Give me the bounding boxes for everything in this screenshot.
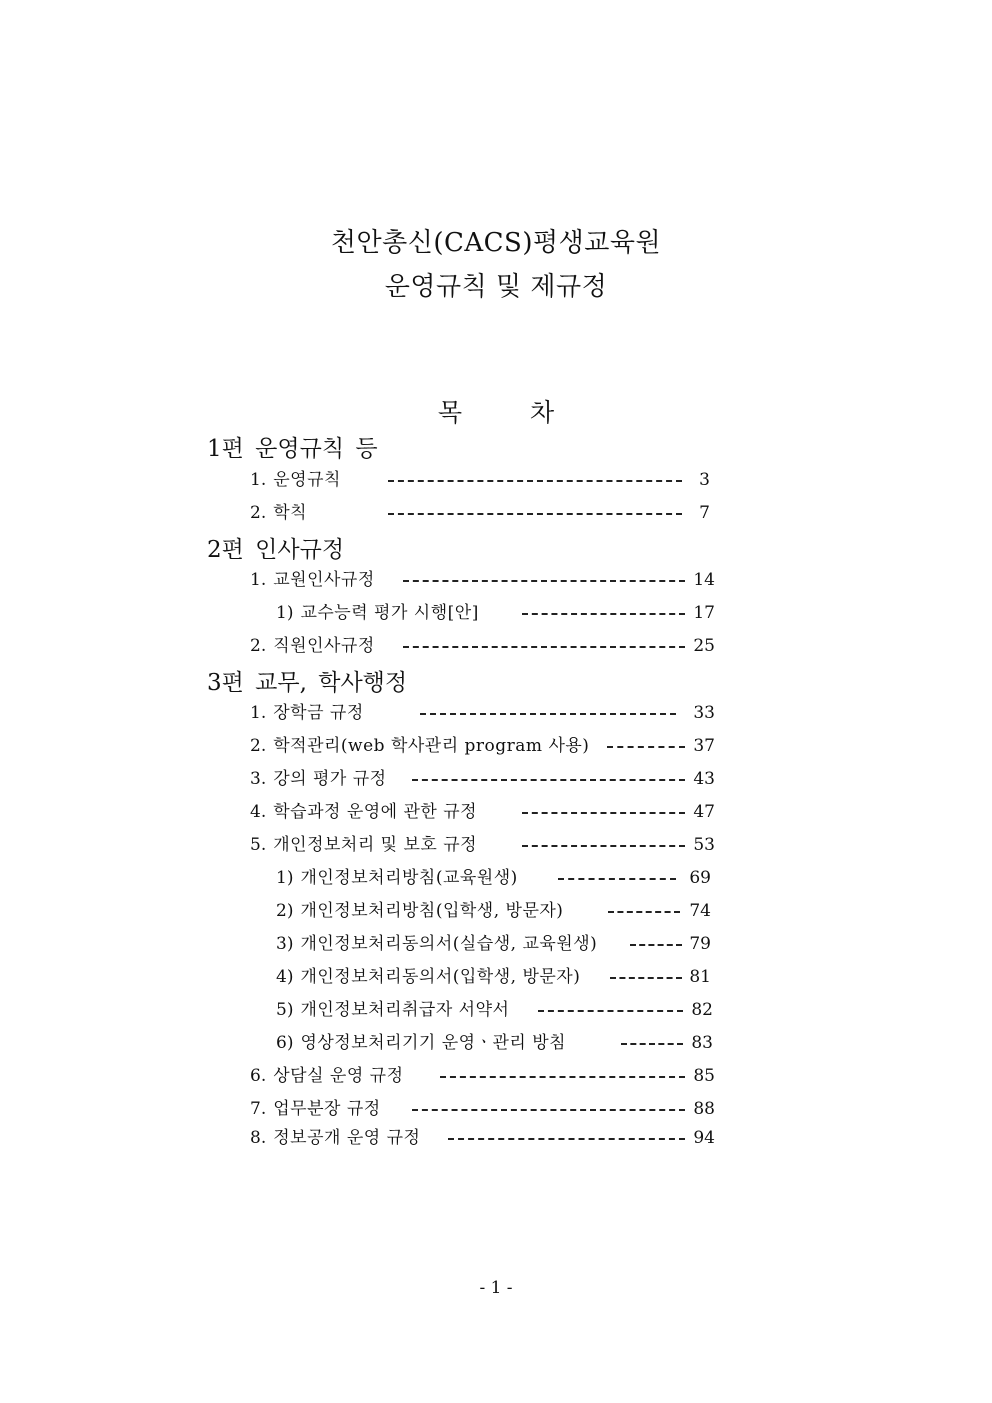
leader-dashes <box>388 513 682 515</box>
entry-label: 학칙 <box>273 503 308 523</box>
entry-page: 37 <box>693 736 715 756</box>
entry-number: 7. <box>250 1099 267 1119</box>
entry-number: 5) <box>276 1000 294 1020</box>
entry-number: 1) <box>276 603 294 623</box>
leader-dashes <box>403 580 685 582</box>
entry-label: 직원인사규정 <box>273 636 375 656</box>
toc-entry <box>250 736 589 756</box>
leader-dashes <box>412 1109 685 1111</box>
toc-entry <box>250 503 307 523</box>
entry-page: 88 <box>693 1099 715 1119</box>
entry-number: 6. <box>250 1066 267 1086</box>
leader-dashes <box>538 1010 683 1012</box>
entry-page: 33 <box>693 703 715 723</box>
entry-number: 8. <box>250 1128 267 1148</box>
leader-dashes <box>440 1076 685 1078</box>
entry-page: 17 <box>693 603 715 623</box>
entry-label: 장학금 규정 <box>273 703 364 723</box>
entry-page: 69 <box>689 868 711 888</box>
entry-number: 1. <box>250 703 267 723</box>
entry-label: 강의 평가 규정 <box>273 769 387 789</box>
entry-page: 43 <box>693 769 715 789</box>
part-heading-1: 1편 운영규칙 등 <box>207 436 378 462</box>
leader-dashes <box>558 878 676 880</box>
toc-entry <box>250 769 387 789</box>
toc-entry <box>250 470 341 490</box>
leader-dashes <box>412 779 685 781</box>
toc-entry <box>250 703 364 723</box>
entry-number: 2) <box>276 901 294 921</box>
part-heading-2: 2편 인사규정 <box>207 537 345 563</box>
toc-entry <box>250 636 375 656</box>
entry-label: 상담실 운영 규정 <box>273 1066 404 1086</box>
entry-number: 1. <box>250 470 267 490</box>
page-number: - 1 - <box>479 1278 513 1298</box>
entry-label: 교원인사규정 <box>273 570 375 590</box>
leader-dashes <box>420 713 676 715</box>
toc-heading: 목 차 <box>437 398 555 427</box>
entry-label: 개인정보처리 및 보호 규정 <box>273 835 478 855</box>
entry-label: 영상정보처리기기 운영ㆍ관리 방침 <box>300 1033 567 1053</box>
entry-page: 14 <box>693 570 715 590</box>
entry-label: 개인정보처리취급자 서약서 <box>300 1000 510 1020</box>
entry-page: 83 <box>691 1033 713 1053</box>
entry-number: 4. <box>250 802 267 822</box>
entry-number: 2. <box>250 503 267 523</box>
toc-entry <box>250 835 477 855</box>
document-title-line-2: 운영규칙 및 제규정 <box>384 272 608 302</box>
leader-dashes <box>403 646 685 648</box>
entry-number: 5. <box>250 835 267 855</box>
entry-label: 학습과정 운영에 관한 규정 <box>273 802 478 822</box>
entry-number: 4) <box>276 967 294 987</box>
entry-number: 2. <box>250 736 267 756</box>
document-title-line-1: 천안총신(CACS)평생교육원 <box>330 228 662 258</box>
toc-entry <box>276 868 518 888</box>
entry-number: 2. <box>250 636 267 656</box>
toc-entry <box>276 603 479 623</box>
entry-label: 개인정보처리동의서(입학생, 방문자) <box>300 967 581 987</box>
leader-dashes <box>448 1138 685 1140</box>
entry-page: 3 <box>699 470 710 490</box>
toc-entry <box>250 570 375 590</box>
entry-label: 개인정보처리동의서(실습생, 교육원생) <box>300 934 598 954</box>
entry-label: 학적관리(web 학사관리 program 사용) <box>273 736 590 756</box>
entry-page: 85 <box>693 1066 715 1086</box>
toc-entry <box>250 1066 404 1086</box>
entry-label: 개인정보처리방침(교육원생) <box>300 868 518 888</box>
toc-entry <box>250 802 477 822</box>
leader-dashes <box>522 812 685 814</box>
entry-label: 개인정보처리방침(입학생, 방문자) <box>300 901 564 921</box>
toc-entry <box>250 1128 420 1148</box>
entry-page: 74 <box>689 901 711 921</box>
entry-label: 업무분장 규정 <box>273 1099 381 1119</box>
toc-entry <box>276 934 597 954</box>
entry-number: 3. <box>250 769 267 789</box>
entry-page: 25 <box>693 636 715 656</box>
toc-entry <box>276 901 563 921</box>
entry-number: 6) <box>276 1033 294 1053</box>
entry-label: 운영규칙 <box>273 470 341 490</box>
entry-page: 47 <box>693 802 715 822</box>
entry-page: 53 <box>693 835 715 855</box>
leader-dashes <box>607 746 685 748</box>
leader-dashes <box>608 911 680 913</box>
leader-dashes <box>522 613 685 615</box>
entry-label: 정보공개 운영 규정 <box>273 1128 421 1148</box>
leader-dashes <box>522 845 685 847</box>
toc-entry <box>276 967 580 987</box>
entry-page: 81 <box>689 967 711 987</box>
part-heading-3: 3편 교무, 학사행정 <box>207 670 408 696</box>
toc-entry <box>276 1033 566 1053</box>
entry-number: 1. <box>250 570 267 590</box>
toc-entry <box>276 1000 509 1020</box>
entry-number: 3) <box>276 934 294 954</box>
entry-label: 교수능력 평가 시행[안] <box>300 603 479 623</box>
entry-page: 7 <box>699 503 710 523</box>
toc-entry <box>250 1099 381 1119</box>
entry-page: 94 <box>693 1128 715 1148</box>
entry-page: 82 <box>691 1000 713 1020</box>
entry-page: 79 <box>689 934 711 954</box>
entry-number: 1) <box>276 868 294 888</box>
leader-dashes <box>388 480 682 482</box>
